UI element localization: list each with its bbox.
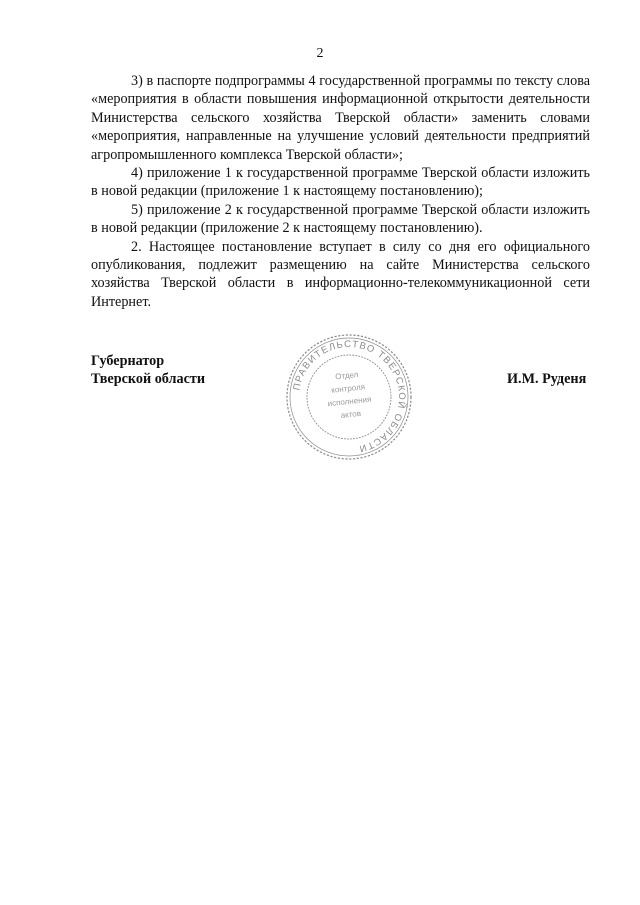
paragraph-clause-2: 2. Настоящее постановление вступает в силу со дня его официального опубликования, подлежит размещению на сайте Министерства сельского хозяйства Тверской области в информационно-телекоммуникационной сети Интернет. [91, 238, 590, 310]
signature-block [0, 332, 640, 462]
seal-center-line-1: Отдел [334, 369, 359, 382]
seal-center-line-3: исполнения [327, 394, 372, 409]
official-seal-stamp [284, 332, 414, 462]
page-number: 2 [316, 46, 324, 61]
paragraph-item-4: 4) приложение 1 к государственной программе Тверской области изложить в новой редакции (приложение 1 к настоящему постановлению); [91, 165, 590, 200]
seal-center-line-4: актов [340, 408, 362, 420]
position-line-1: Губернатор [91, 353, 165, 369]
signatory-name: И.М. Руденя [507, 371, 587, 387]
position-line-2: Тверской области [91, 371, 206, 388]
seal-ring-text: ПРАВИТЕЛЬСТВО ТВЕРСКОЙ ОБЛАСТИ [291, 338, 408, 455]
paragraph-item-3: 3) в паспорте подпрограммы 4 государственной программы по тексту слова «мероприятия в области повышения информационной открытости деятельности Министерства сельского хозяйства Тверской области» заменить словами «мероприятия, направленные на улучшение условий деятельности предприятий агропромышленного комплекса Тверской области»; [91, 73, 590, 163]
paragraph-item-5: 5) приложение 2 к государственной программе Тверской области изложить в новой редакции (приложение 2 к настоящему постановлению). [91, 201, 590, 237]
document-body [91, 72, 590, 311]
signatory-position [91, 352, 205, 389]
seal-center-line-2: контроля [330, 382, 366, 395]
